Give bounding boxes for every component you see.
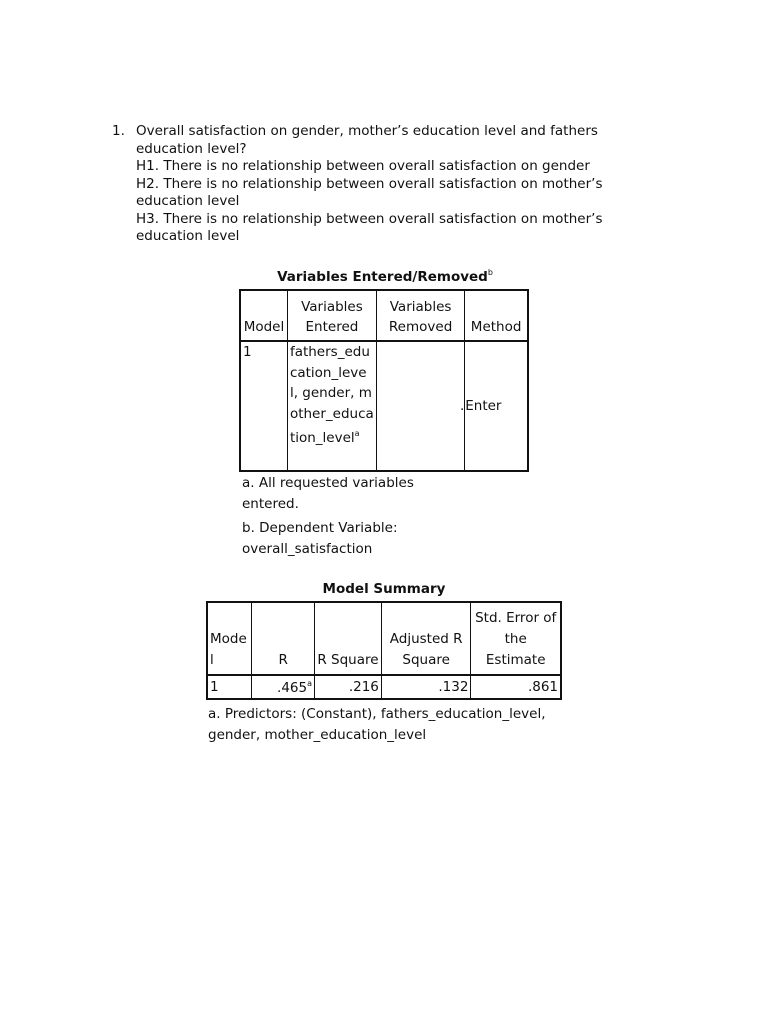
footnote-marker: a [307, 678, 313, 688]
col-header-removed: Variables Removed [376, 290, 464, 341]
col-header-std-error: Std. Error of the Estimate [471, 602, 561, 675]
table-row [207, 675, 561, 699]
footnote-marker: b [487, 268, 493, 277]
hypothesis-h2-cont: education level [136, 193, 240, 209]
question-line: education level? [136, 140, 247, 157]
col-header-model: Model [240, 290, 287, 341]
col-header-model: Model [207, 602, 252, 675]
col-header-method: Method [465, 290, 528, 341]
hypothesis-h3: H3. There is no relationship between overall satisfaction on mother’s [136, 210, 603, 227]
footnote-b: b. Dependent Variable: overall_satisfaction [242, 520, 398, 557]
question-block [112, 123, 632, 246]
question-body [136, 123, 632, 246]
footnote-a: a. All requested variables entered. [242, 475, 414, 512]
variables-entered-table [239, 289, 529, 472]
hypothesis-h2: H2. There is no relationship between overall satisfaction on mother’s [136, 175, 603, 192]
footnote-marker: a [354, 429, 360, 438]
cell-adj-r-square: .132 [381, 675, 471, 699]
cell-entered: fathers_education_level, gender, mother_education_level$^a$ [287, 341, 376, 471]
table-row [240, 341, 528, 471]
col-header-r: R [252, 602, 315, 675]
cell-model: 1 [207, 675, 252, 699]
col-header-r-square: R Square [315, 602, 382, 675]
question-line: Overall satisfaction on gender, mother’s education level and fathers [136, 123, 598, 139]
model-summary-title: Model Summary [322, 581, 446, 597]
hypothesis-h1: H1. There is no relationship between overall satisfaction on gender [136, 158, 590, 174]
hypothesis-h3-cont: education level [136, 228, 240, 244]
cell-std-error: .861 [471, 675, 561, 699]
table-header-row [240, 290, 528, 341]
cell-method: Enter [465, 341, 528, 471]
cell-r: .465$^a$ [252, 675, 315, 699]
table-header-row [207, 602, 561, 675]
footnote-predictors: a. Predictors: (Constant), fathers_education_level, gender, mother_education_level [208, 706, 546, 743]
question-number: 1. [112, 123, 125, 139]
cell-removed: . [376, 341, 464, 471]
col-header-adj-r-square: Adjusted R Square [381, 602, 471, 675]
cell-r-square: .216 [315, 675, 382, 699]
col-header-entered: Variables Entered [287, 290, 376, 341]
model-summary-table [206, 601, 562, 700]
variables-table-title: Variables Entered/Removed$^b$ [277, 268, 493, 285]
cell-model: 1 [240, 341, 287, 471]
